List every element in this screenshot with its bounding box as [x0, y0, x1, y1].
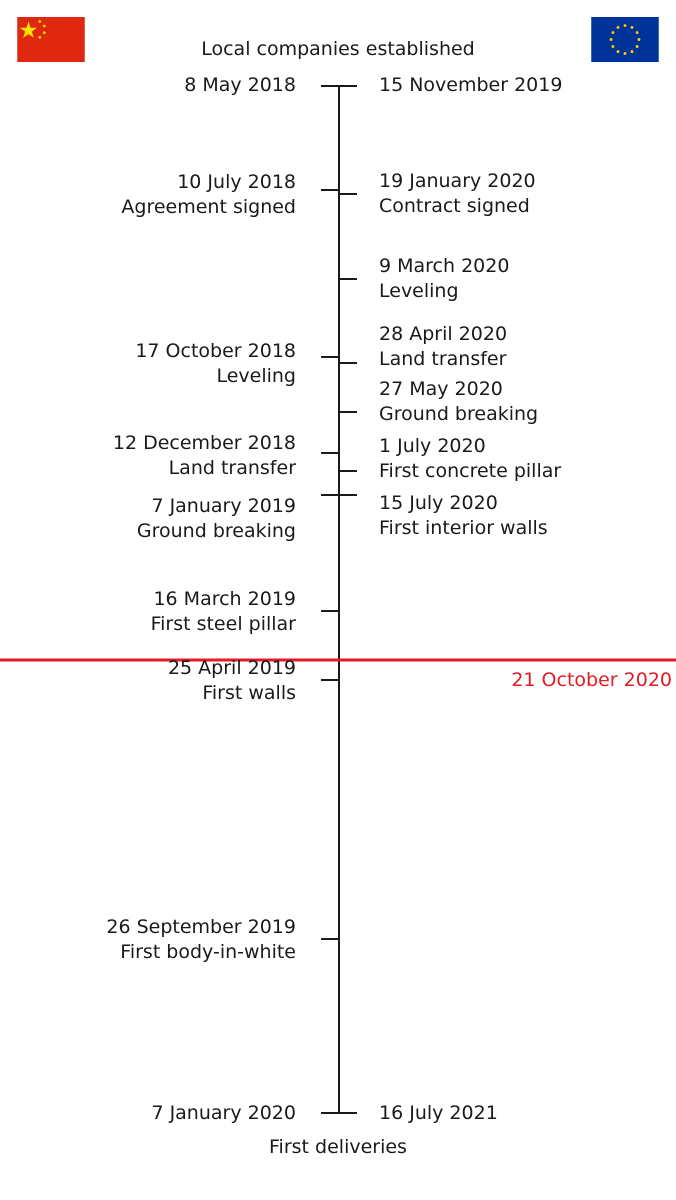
event-label: Land transfer [168, 456, 296, 479]
event-label: First concrete pillar [379, 459, 562, 482]
event-label: Agreement signed [121, 195, 296, 218]
top-caption: Local companies established [201, 38, 475, 60]
event-date: 19 January 2020 [379, 170, 536, 192]
left-event [151, 1101, 296, 1126]
left-event [151, 587, 296, 636]
event-label: First walls [202, 681, 296, 704]
event-date: 8 May 2018 [184, 74, 296, 96]
event-date: 10 July 2018 [177, 171, 296, 193]
event-date: 9 March 2020 [379, 255, 510, 277]
right-event [379, 377, 538, 426]
event-date: 15 November 2019 [379, 74, 563, 96]
event-label: Leveling [379, 279, 459, 302]
right-event [379, 322, 507, 371]
right-event [379, 434, 561, 483]
event-date: 12 December 2018 [112, 432, 296, 454]
bottom-caption: First deliveries [269, 1136, 407, 1158]
right-event [379, 254, 509, 303]
right-event [379, 73, 562, 98]
right-event [379, 491, 548, 540]
event-date: 16 July 2021 [379, 1102, 498, 1124]
left-event [135, 339, 296, 388]
current-date-label: 21 October 2020 [511, 669, 672, 691]
event-label: First steel pillar [150, 612, 296, 635]
left-event [137, 494, 296, 543]
event-date: 15 July 2020 [379, 492, 498, 514]
left-event [121, 170, 296, 219]
event-date: 25 April 2019 [167, 657, 296, 679]
event-date: 7 January 2020 [151, 1102, 296, 1124]
event-date: 17 October 2018 [135, 340, 296, 362]
event-label: First body-in-white [120, 940, 296, 963]
event-date: 16 March 2019 [153, 588, 296, 610]
left-event [106, 915, 296, 964]
right-event [379, 1101, 498, 1126]
event-date: 28 April 2020 [379, 323, 508, 345]
event-label: Contract signed [379, 194, 530, 217]
event-label: Ground breaking [136, 519, 296, 542]
left-event [168, 656, 296, 705]
right-event [379, 169, 536, 218]
left-event [113, 431, 296, 480]
event-date: 26 September 2019 [106, 916, 296, 938]
event-date: 27 May 2020 [379, 378, 503, 400]
event-date: 1 July 2020 [379, 435, 486, 457]
event-label: First interior walls [379, 516, 548, 539]
left-event [184, 73, 296, 98]
event-label: Land transfer [379, 347, 507, 370]
event-label: Ground breaking [379, 402, 539, 425]
event-label: Leveling [216, 364, 296, 387]
event-date: 7 January 2019 [151, 495, 296, 517]
